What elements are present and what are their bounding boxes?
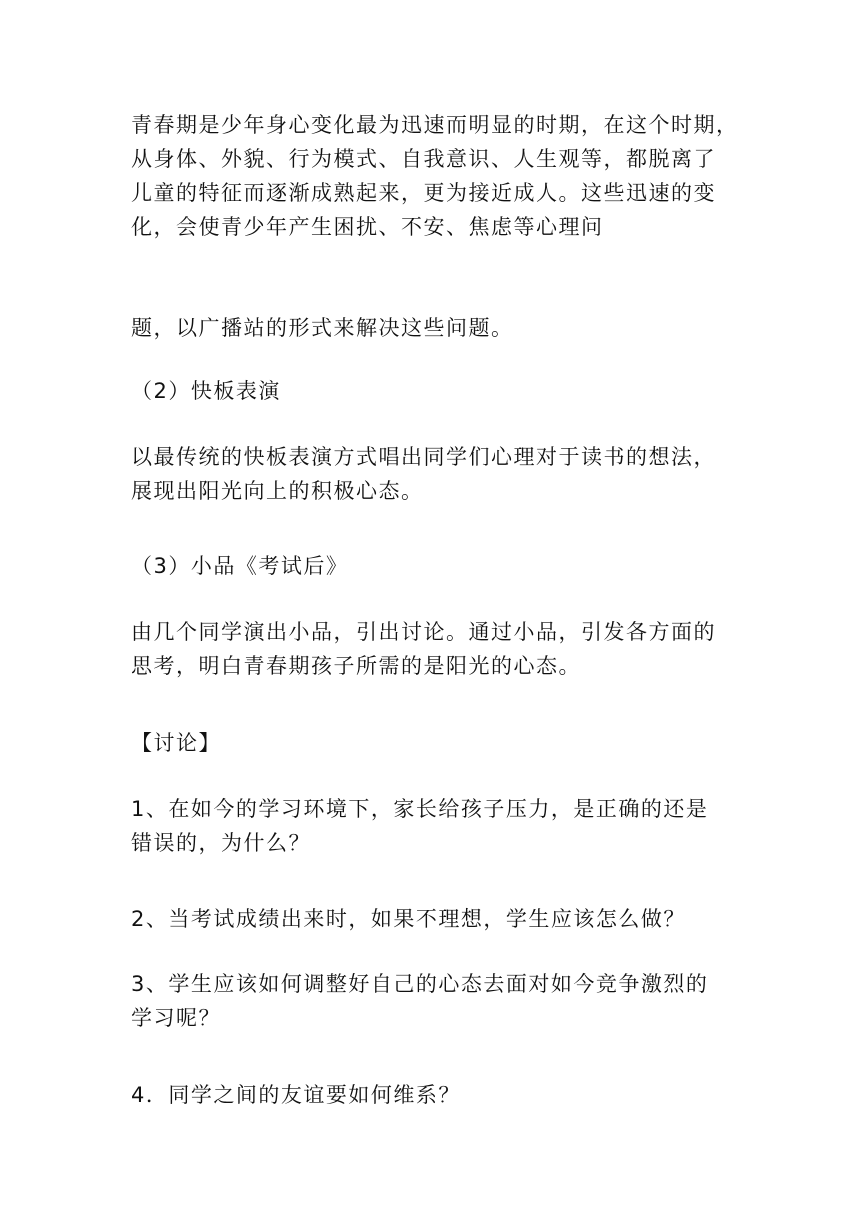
text-line: 化，会使青少年产生困扰、不安、焦虑等心理问: [131, 215, 604, 239]
question-1: [131, 792, 771, 860]
text-line: 青春期是少年身心变化最为迅速而明显的时期，在这个时期，: [131, 113, 739, 137]
paragraph-broadcast: [131, 311, 771, 345]
text-line: 题，以广播站的形式来解决这些问题。: [131, 316, 514, 340]
text-line: 【讨论】: [131, 731, 221, 755]
heading-discussion: [131, 726, 771, 760]
text-line: 学习呢？: [131, 1006, 221, 1030]
text-line: 由几个同学演出小品，引出讨论。通过小品，引发各方面的: [131, 620, 716, 644]
text-line: 2、当考试成绩出来时，如果不理想，学生应该怎么做？: [131, 907, 686, 931]
text-line: 以最传统的快板表演方式唱出同学们心理对于读书的想法，: [131, 445, 716, 469]
text-line: 错误的，为什么？: [131, 831, 311, 855]
text-line: 3、学生应该如何调整好自己的心态去面对如今竞争激烈的: [131, 972, 709, 996]
text-line: （3）小品《考试后》: [131, 554, 349, 578]
paragraph-kuaiban: [131, 440, 771, 508]
text-line: 思考，明白青春期孩子所需的是阳光的心态。: [131, 654, 581, 678]
question-2: [131, 902, 771, 936]
heading-kuaiban: [131, 374, 771, 408]
text-line: 儿童的特征而逐渐成熟起来，更为接近成人。这些迅速的变: [131, 181, 716, 205]
heading-skit: [131, 549, 771, 583]
paragraph-skit: [131, 615, 771, 683]
paragraph-intro: [131, 108, 771, 244]
text-line: 4．同学之间的友谊要如何维系？: [131, 1083, 461, 1107]
text-line: 1、在如今的学习环境下，家长给孩子压力，是正确的还是: [131, 797, 709, 821]
question-4: [131, 1078, 771, 1112]
text-line: （2）快板表演: [131, 379, 281, 403]
question-3: [131, 967, 771, 1035]
text-line: 展现出阳光向上的积极心态。: [131, 479, 424, 503]
text-line: 从身体、外貌、行为模式、自我意识、人生观等，都脱离了: [131, 147, 716, 171]
